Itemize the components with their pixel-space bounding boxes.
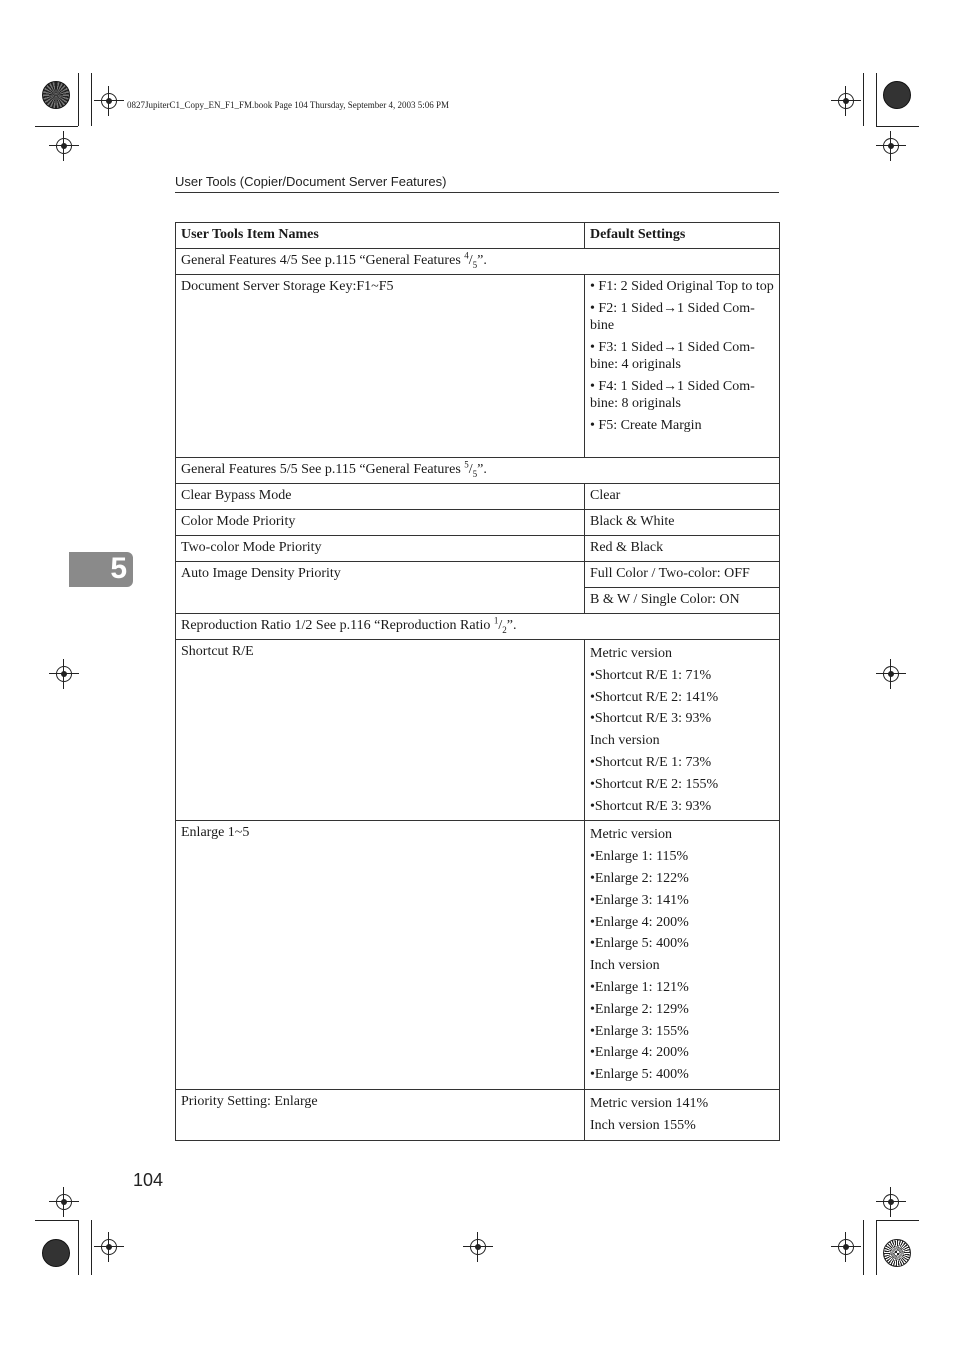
table-row bbox=[176, 1089, 780, 1140]
table-row bbox=[176, 562, 780, 588]
table-row bbox=[176, 536, 780, 562]
item-name: Enlarge 1~5 bbox=[176, 821, 585, 1090]
crosshair-mark-icon bbox=[101, 93, 117, 109]
crosshair-mark-icon bbox=[56, 1194, 72, 1210]
registration-dial-icon bbox=[42, 81, 70, 109]
page-number: 104 bbox=[133, 1170, 164, 1190]
crosshair-mark-icon bbox=[470, 1239, 486, 1255]
default-setting: Clear bbox=[585, 484, 780, 510]
section-general-features-4: General Features 4/5 See p.115 “General Features $^4/_5$”. bbox=[176, 249, 780, 275]
section-row bbox=[176, 458, 780, 484]
table-row bbox=[176, 484, 780, 510]
print-info-line: 0827JupiterC1_Copy_EN_F1_FM.book Page 104 Thursday, September 4, 2003 5:06 PM bbox=[127, 100, 449, 110]
item-name: Clear Bypass Mode bbox=[176, 484, 585, 510]
default-setting: B & W / Single Color: ON bbox=[585, 588, 780, 614]
table-header-row bbox=[176, 223, 780, 249]
header-divider bbox=[175, 192, 779, 193]
default-setting: Metric version •Shortcut R/E 1: 71% •Shortcut R/E 2: 141% •Shortcut R/E 3: 93% Inch version •Shortcut R/E 1: 73% •Shortcut R/E 2: 155% •Shortcut R/E 3: 93% bbox=[585, 640, 780, 821]
default-setting: Black & White bbox=[585, 510, 780, 536]
section-general-features-5: General Features 5/5 See p.115 “General Features $^5/_5$”. bbox=[176, 458, 780, 484]
crosshair-mark-icon bbox=[883, 1194, 899, 1210]
crosshair-mark-icon bbox=[838, 1239, 854, 1255]
running-head: User Tools (Copier/Document Server Features) bbox=[175, 174, 447, 189]
crosshair-mark-icon bbox=[883, 666, 899, 682]
chapter-number: 5 bbox=[110, 552, 127, 585]
chapter-tab bbox=[69, 552, 133, 587]
default-setting: Metric version •Enlarge 1: 115% •Enlarge 2: 122% •Enlarge 3: 141% •Enlarge 4: 200% •Enlarge 5: 400% Inch version •Enlarge 1: 121% •Enlarge 2: 129% •Enlarge 3: 155% •Enlarge 4: 200% •Enlarge 5: 400% bbox=[585, 821, 780, 1090]
table-row bbox=[176, 275, 780, 458]
crosshair-mark-icon bbox=[883, 138, 899, 154]
crosshair-mark-icon bbox=[838, 93, 854, 109]
item-name: Document Server Storage Key:F1~F5 bbox=[176, 275, 585, 458]
column-header-item-names: User Tools Item Names bbox=[176, 223, 585, 249]
default-setting: • F1: 2 Sided Original Top to top • F2: 1 Sided→1 Sided Com-bine • F3: 1 Sided→1 Sided Com-bine: 4 originals • F4: 1 Sided→1 Sided Com-bine: 8 originals • F5: Create Margin bbox=[585, 275, 780, 458]
crosshair-mark-icon bbox=[101, 1239, 117, 1255]
item-name: Color Mode Priority bbox=[176, 510, 585, 536]
default-setting: Red & Black bbox=[585, 536, 780, 562]
registration-dial-icon bbox=[883, 1239, 911, 1267]
table-row bbox=[176, 640, 780, 821]
item-name: Shortcut R/E bbox=[176, 640, 585, 821]
table-row bbox=[176, 510, 780, 536]
section-reproduction-ratio: Reproduction Ratio 1/2 See p.116 “Reproduction Ratio $^1/_2$”. bbox=[176, 614, 780, 640]
section-row bbox=[176, 614, 780, 640]
item-name: Priority Setting: Enlarge bbox=[176, 1089, 585, 1140]
default-setting: Full Color / Two-color: OFF bbox=[585, 562, 780, 588]
item-name: Two-color Mode Priority bbox=[176, 536, 585, 562]
item-name: Auto Image Density Priority bbox=[176, 562, 585, 614]
column-header-default-settings: Default Settings bbox=[585, 223, 780, 249]
crosshair-mark-icon bbox=[56, 666, 72, 682]
user-tools-table bbox=[175, 222, 780, 1141]
table-row bbox=[176, 821, 780, 1090]
crosshair-mark-icon bbox=[56, 138, 72, 154]
default-setting: Metric version 141% Inch version 155% bbox=[585, 1089, 780, 1140]
registration-dial-icon bbox=[42, 1239, 70, 1267]
registration-dial-icon bbox=[883, 81, 911, 109]
section-row bbox=[176, 249, 780, 275]
